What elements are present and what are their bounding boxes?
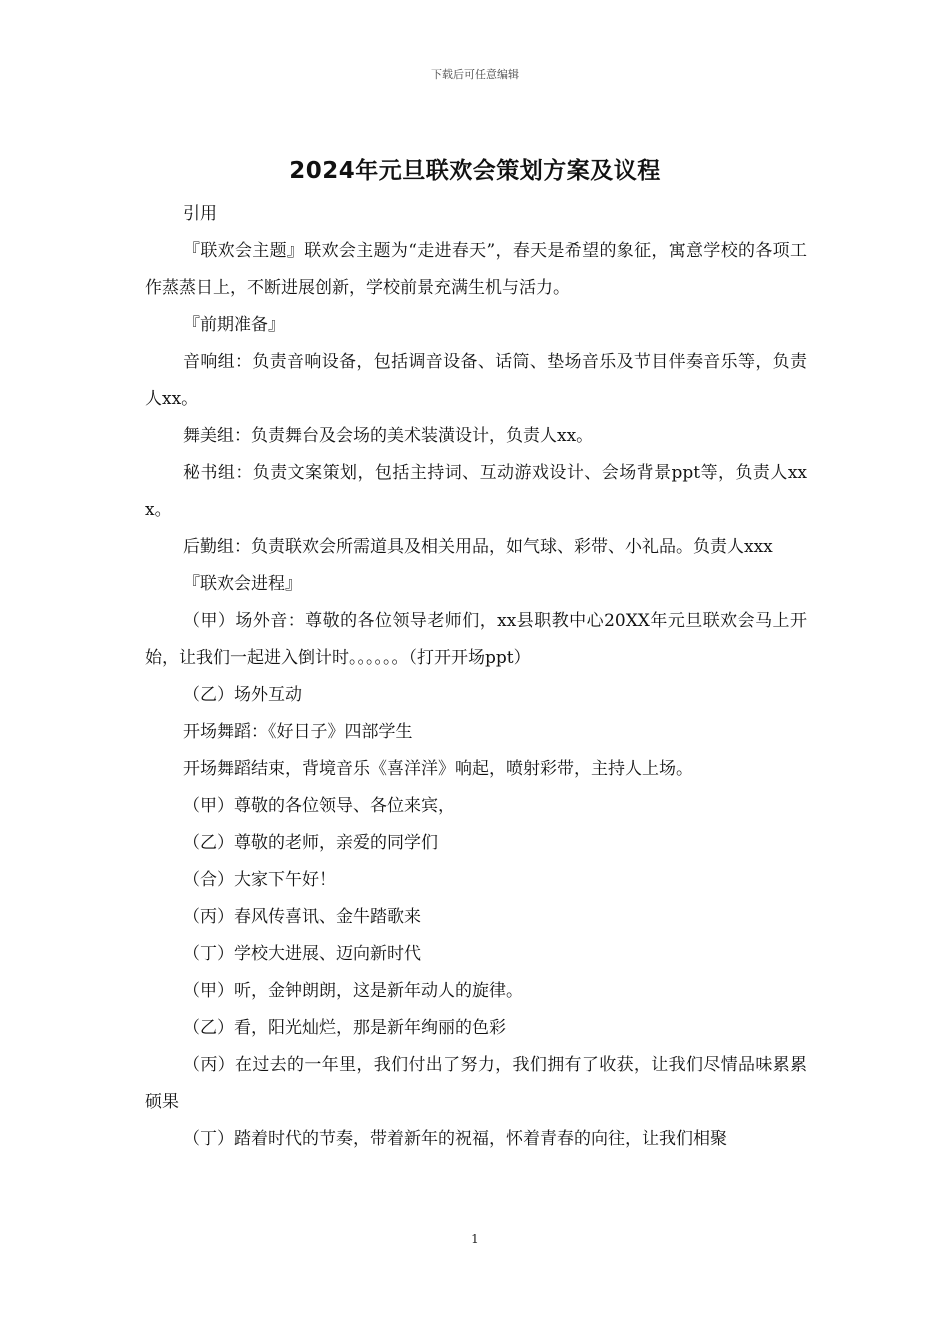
paragraph: （甲）场外音：尊敬的各位领导老师们，xx县职教中心20XX年元旦联欢会马上开始，让我们一起进入倒计时。。。。。。（打开开场ppt） [145,611,807,668]
paragraph: 『前期准备』 [183,315,285,335]
paragraph: 开场舞蹈：《好日子》四部学生 [183,722,413,742]
paragraph: 音响组：负责音响设备，包括调音设备、话筒、垫场音乐及节目伴奏音乐等，负责人xx。 [145,352,807,409]
paragraph: 开场舞蹈结束，背境音乐《喜洋洋》响起，喷射彩带，主持人上场。 [183,759,693,779]
paragraph: （丙）在过去的一年里，我们付出了努力，我们拥有了收获，让我们尽情品味累累硕果 [145,1055,807,1112]
paragraph: 『联欢会进程』 [183,574,302,594]
paragraph: 舞美组：负责舞台及会场的美术装潢设计，负责人xx。 [183,426,594,446]
paragraph: （乙）看，阳光灿烂，那是新年绚丽的色彩 [183,1018,506,1038]
paragraph: （丁）踏着时代的节奏，带着新年的祝福，怀着青春的向往，让我们相聚 [183,1129,727,1149]
paragraph: （丙）春风传喜讯、金牛踏歌来 [183,907,421,927]
page-header-note: 下载后可任意编辑 [431,68,519,81]
paragraph: （合）大家下午好！ [183,870,336,890]
paragraph: 秘书组：负责文案策划，包括主持词、互动游戏设计、会场背景ppt等，负责人xxx。 [145,463,807,520]
paragraph: （甲）听，金钟朗朗，这是新年动人的旋律。 [183,981,523,1001]
paragraph: （甲）尊敬的各位领导、各位来宾， [183,796,455,816]
paragraph: （乙）尊敬的老师，亲爱的同学们 [183,833,438,853]
paragraph: （乙）场外互动 [183,685,302,705]
document-title: 2024年元旦联欢会策划方案及议程 [289,158,661,184]
paragraph: 『联欢会主题』联欢会主题为“走进春天”，春天是希望的象征，寓意学校的各项工作蒸蒸日上，不断进展创新，学校前景充满生机与活力。 [145,241,807,298]
document-body [145,196,807,1158]
paragraph: 引用 [183,204,217,224]
page-number: 1 [471,1232,479,1246]
paragraph: 后勤组：负责联欢会所需道具及相关用品，如气球、彩带、小礼品。负责人xxx [183,537,773,557]
paragraph: （丁）学校大进展、迈向新时代 [183,944,421,964]
